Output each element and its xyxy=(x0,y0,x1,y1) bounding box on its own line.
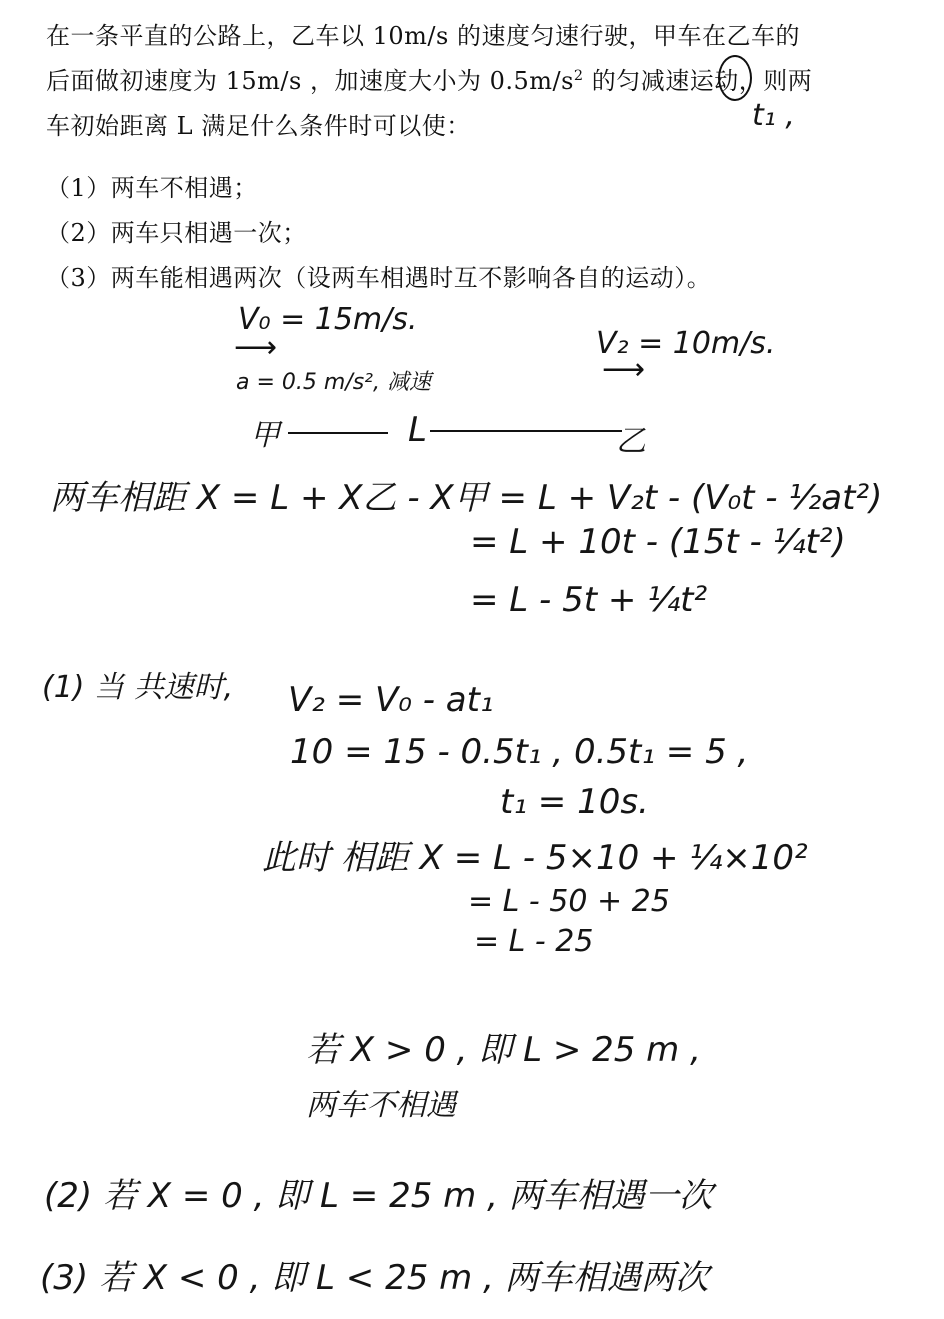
car-jia-label: 甲 xyxy=(250,418,280,453)
part1-equation-4: 此时 相距 X = L - 5×10 + ¼×10² xyxy=(262,838,808,878)
part1-heading: (1) 当 共速时, xyxy=(42,670,234,705)
part1-equation-5: = L - 50 + 25 xyxy=(468,884,670,919)
part1-equation-3: t₁ = 10s. xyxy=(500,782,649,822)
circle-mark xyxy=(718,55,752,101)
distance-line-right xyxy=(430,430,622,432)
part1-equation-6: = L - 25 xyxy=(474,924,594,959)
part1-equation-2: 10 = 15 - 0.5t₁ , 0.5t₁ = 5 , xyxy=(290,732,749,772)
problem-line-3: 车初始距离 L 满足什么条件时可以使： xyxy=(46,112,471,140)
equation-1: 两车相距 X = L + X乙 - X甲 = L + V₂t - (V₀t - ½at²) xyxy=(50,478,883,518)
accel-label: a = 0.5 m/s², 减速 xyxy=(236,370,431,395)
t1-annotation: t₁ , xyxy=(752,98,795,133)
equation-3: = L - 5t + ¼t² xyxy=(470,580,708,620)
part3-answer: (3) 若 X < 0 , 即 L < 25 m , 两车相遇两次 xyxy=(40,1258,709,1298)
question-2: （2）两车只相遇一次； xyxy=(46,219,307,247)
arrow-right-icon: ⟶ xyxy=(234,330,278,365)
v2-label: V₂ = 10m/s. xyxy=(596,326,776,361)
distance-L-label: L xyxy=(408,410,427,450)
part2-answer: (2) 若 X = 0 , 即 L = 25 m , 两车相遇一次 xyxy=(44,1176,713,1216)
part1-equation-1: V₂ = V₀ - at₁ xyxy=(288,680,494,720)
question-1: （1）两车不相遇； xyxy=(46,174,258,202)
car-yi-label: 乙 xyxy=(616,424,646,459)
part1-conclusion-1: 若 X > 0 , 即 L > 25 m , xyxy=(306,1030,701,1070)
v0-label: V₀ = 15m/s. xyxy=(238,302,418,337)
equation-2: = L + 10t - (15t - ¼t²) xyxy=(470,522,846,562)
problem-line-2: 后面做初速度为 15m/s ，加速度大小为 $0.5m/s^2$ 的匀减速运动，则两 xyxy=(46,67,813,95)
problem-line-1: 在一条平直的公路上，乙车以 10m/s 的速度匀速行驶，甲车在乙车的 xyxy=(46,22,800,50)
distance-line-left xyxy=(288,432,388,434)
arrow-right-icon: ⟶ xyxy=(602,352,646,387)
part1-conclusion-2: 两车不相遇 xyxy=(306,1088,456,1123)
question-3: （3）两车能相遇两次（设两车相遇时互不影响各自的运动）。 xyxy=(46,264,712,292)
